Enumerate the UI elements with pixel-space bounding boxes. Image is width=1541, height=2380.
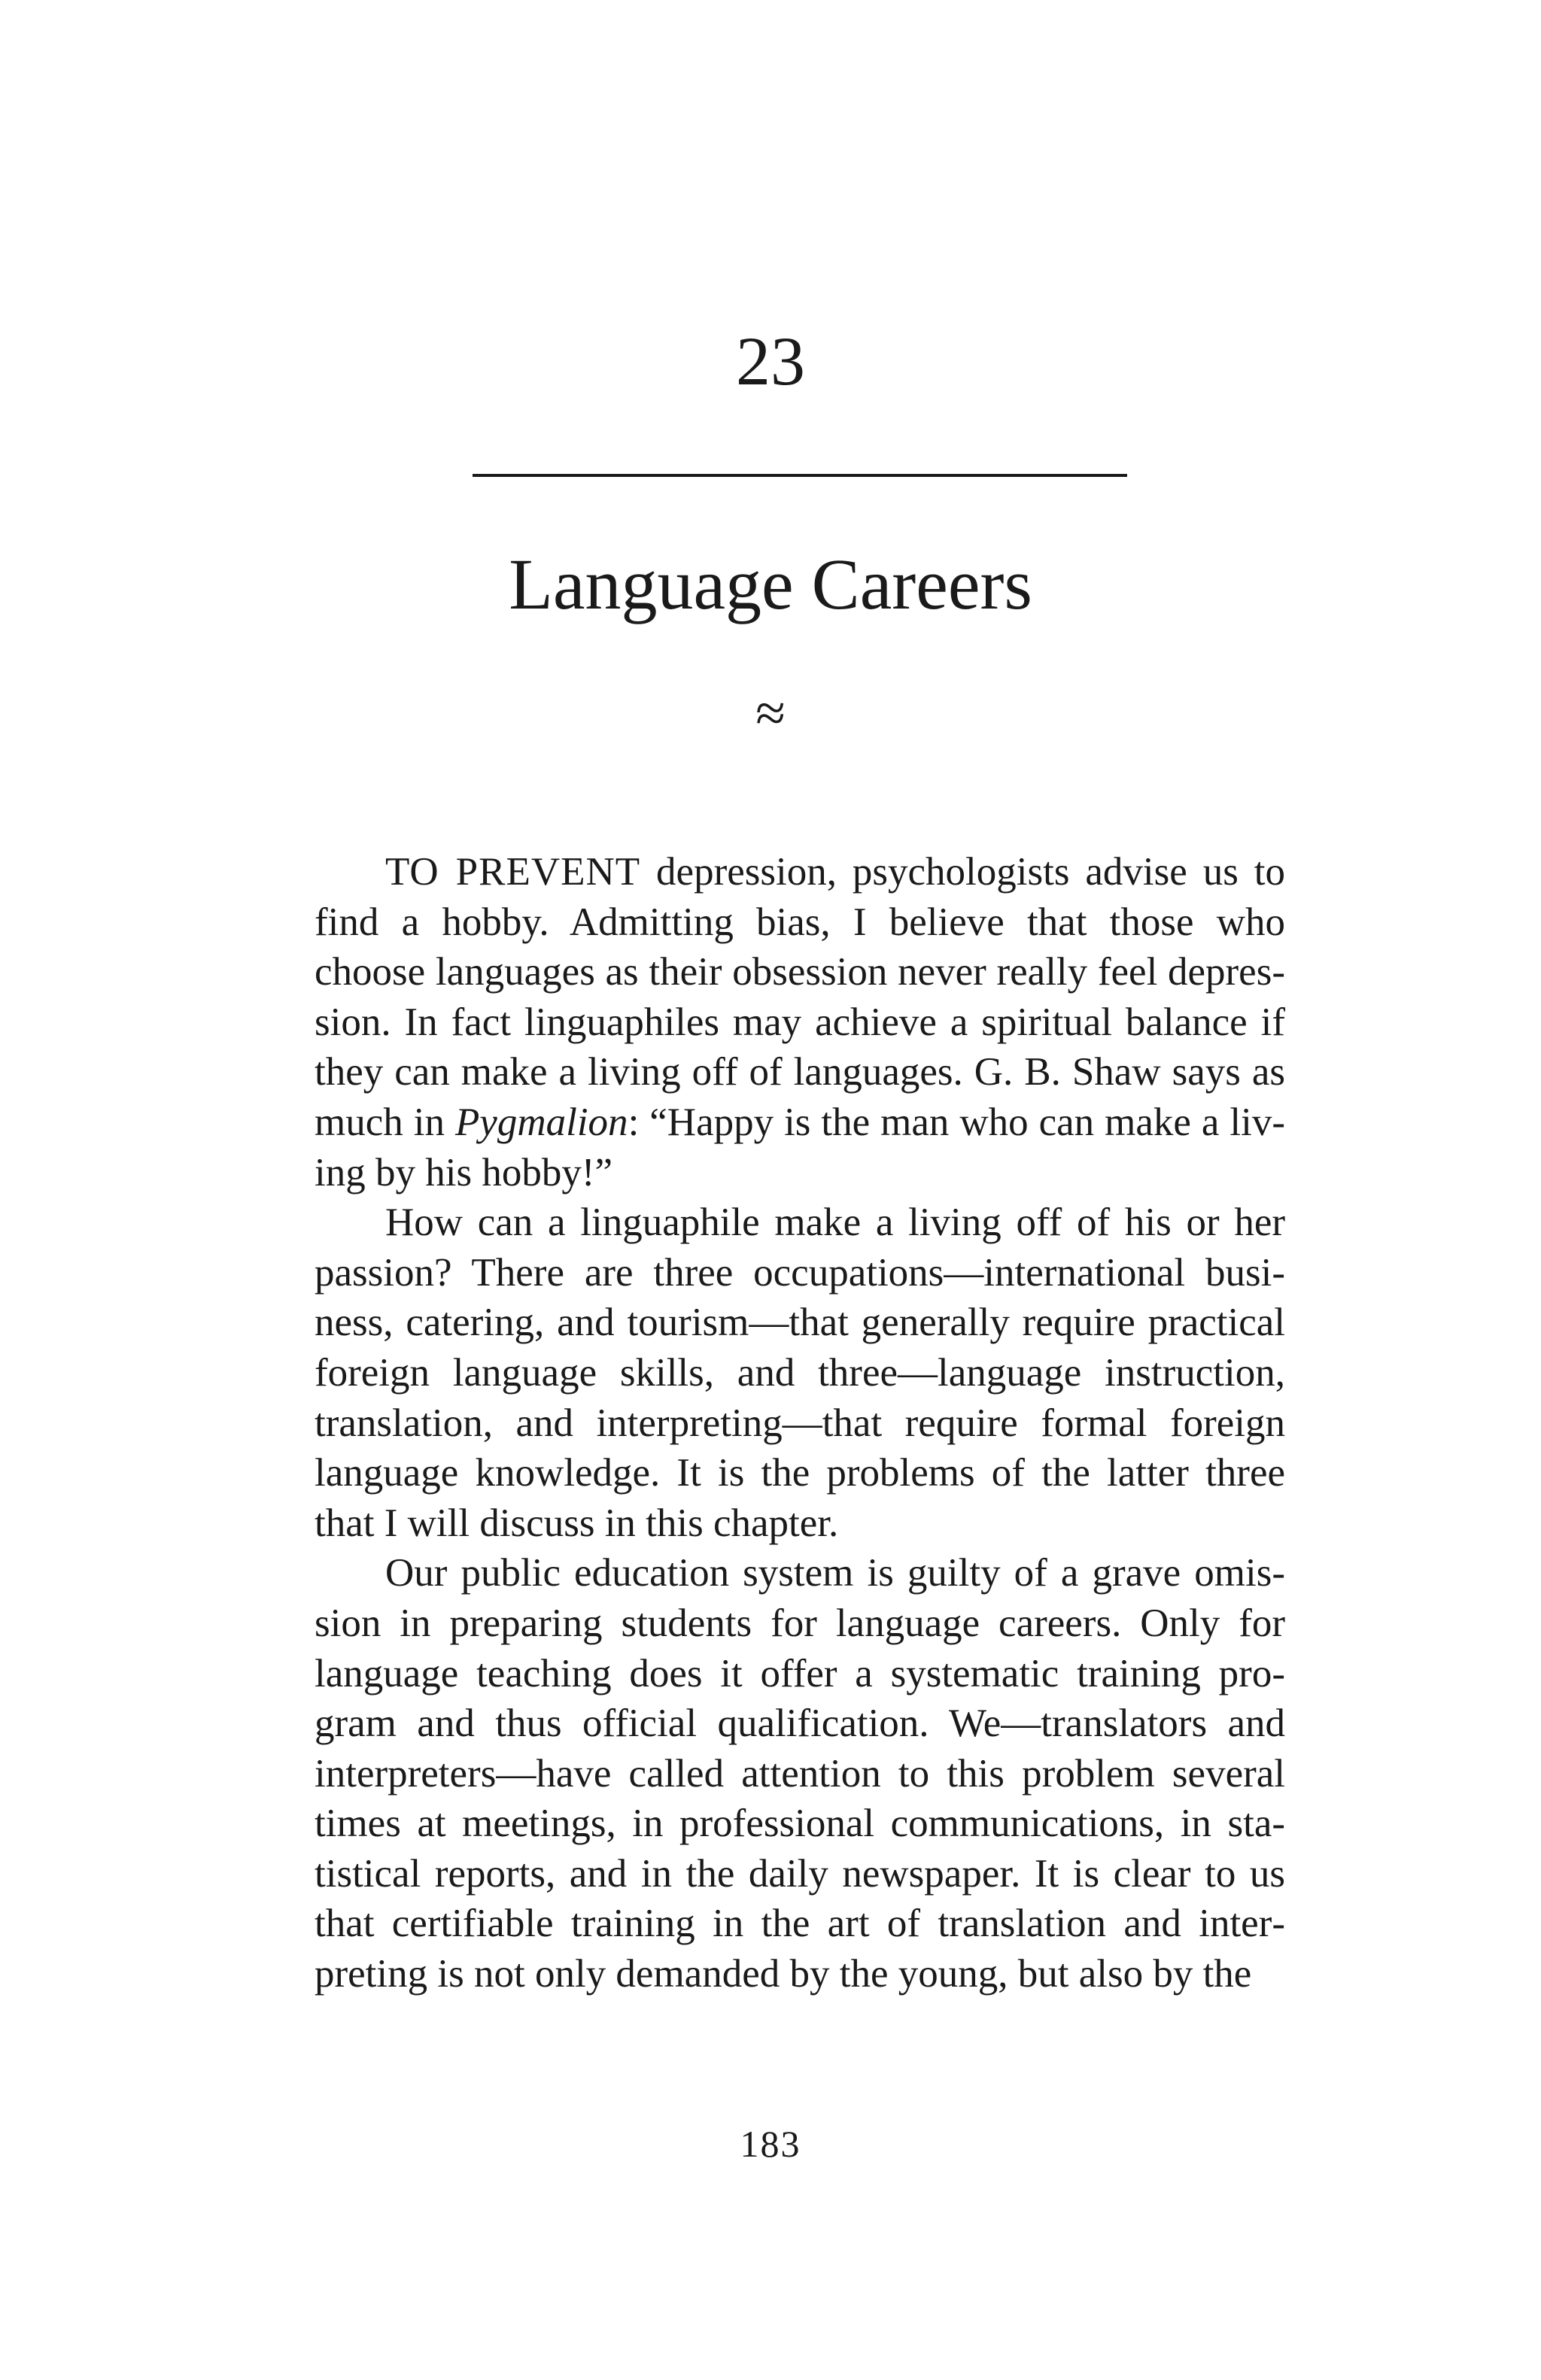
ornament-icon: ≈	[755, 683, 786, 743]
paragraph-2: How can a linguaphile make a living off of his or her passion? There are three occupations—international business, catering, and tourism—that generally require practical foreign language skills, and three—language instruction, translation, and interpreting—that require formal foreign language knowledge. It is the problems of the latter three that I will discuss in this chapter.	[315, 1201, 1285, 1545]
chapter-number: 23	[736, 323, 805, 399]
chapter-title: Language Careers	[509, 544, 1032, 624]
opening-words: TO PREVENT	[385, 850, 641, 894]
chapter-body	[315, 847, 1285, 1999]
paragraph-1	[315, 847, 1285, 1198]
chapter-divider-rule	[473, 474, 1127, 477]
paragraph-1-text-end: : “Happy is the man who can make a living by his hobby!”	[315, 1100, 1285, 1195]
paragraph-3: Our public education system is guilty of a grave omission in preparing students for language careers. Only for language teaching does it offer a systematic training program and thus official qualification. We—translators and interpreters—have called attention to this problem several times at meetings, in professional communications, in statistical reports, and in the daily newspaper. It is clear to us that certifiable training in the art of translation and interpreting is not only demanded by the young, but also by the	[315, 1551, 1285, 1996]
book-title-italic: Pygmalion	[454, 1100, 628, 1144]
paragraph-1-text: depression, psychologists advise us to find a hobby. Admitting bias, I believe that those who choose languages as their obsession never really feel depression. In fact linguaphiles may achieve a spiritual balance if they can make a living off of languages. G. B. Shaw says as much in	[315, 850, 1285, 1144]
page-number: 183	[740, 2123, 801, 2165]
